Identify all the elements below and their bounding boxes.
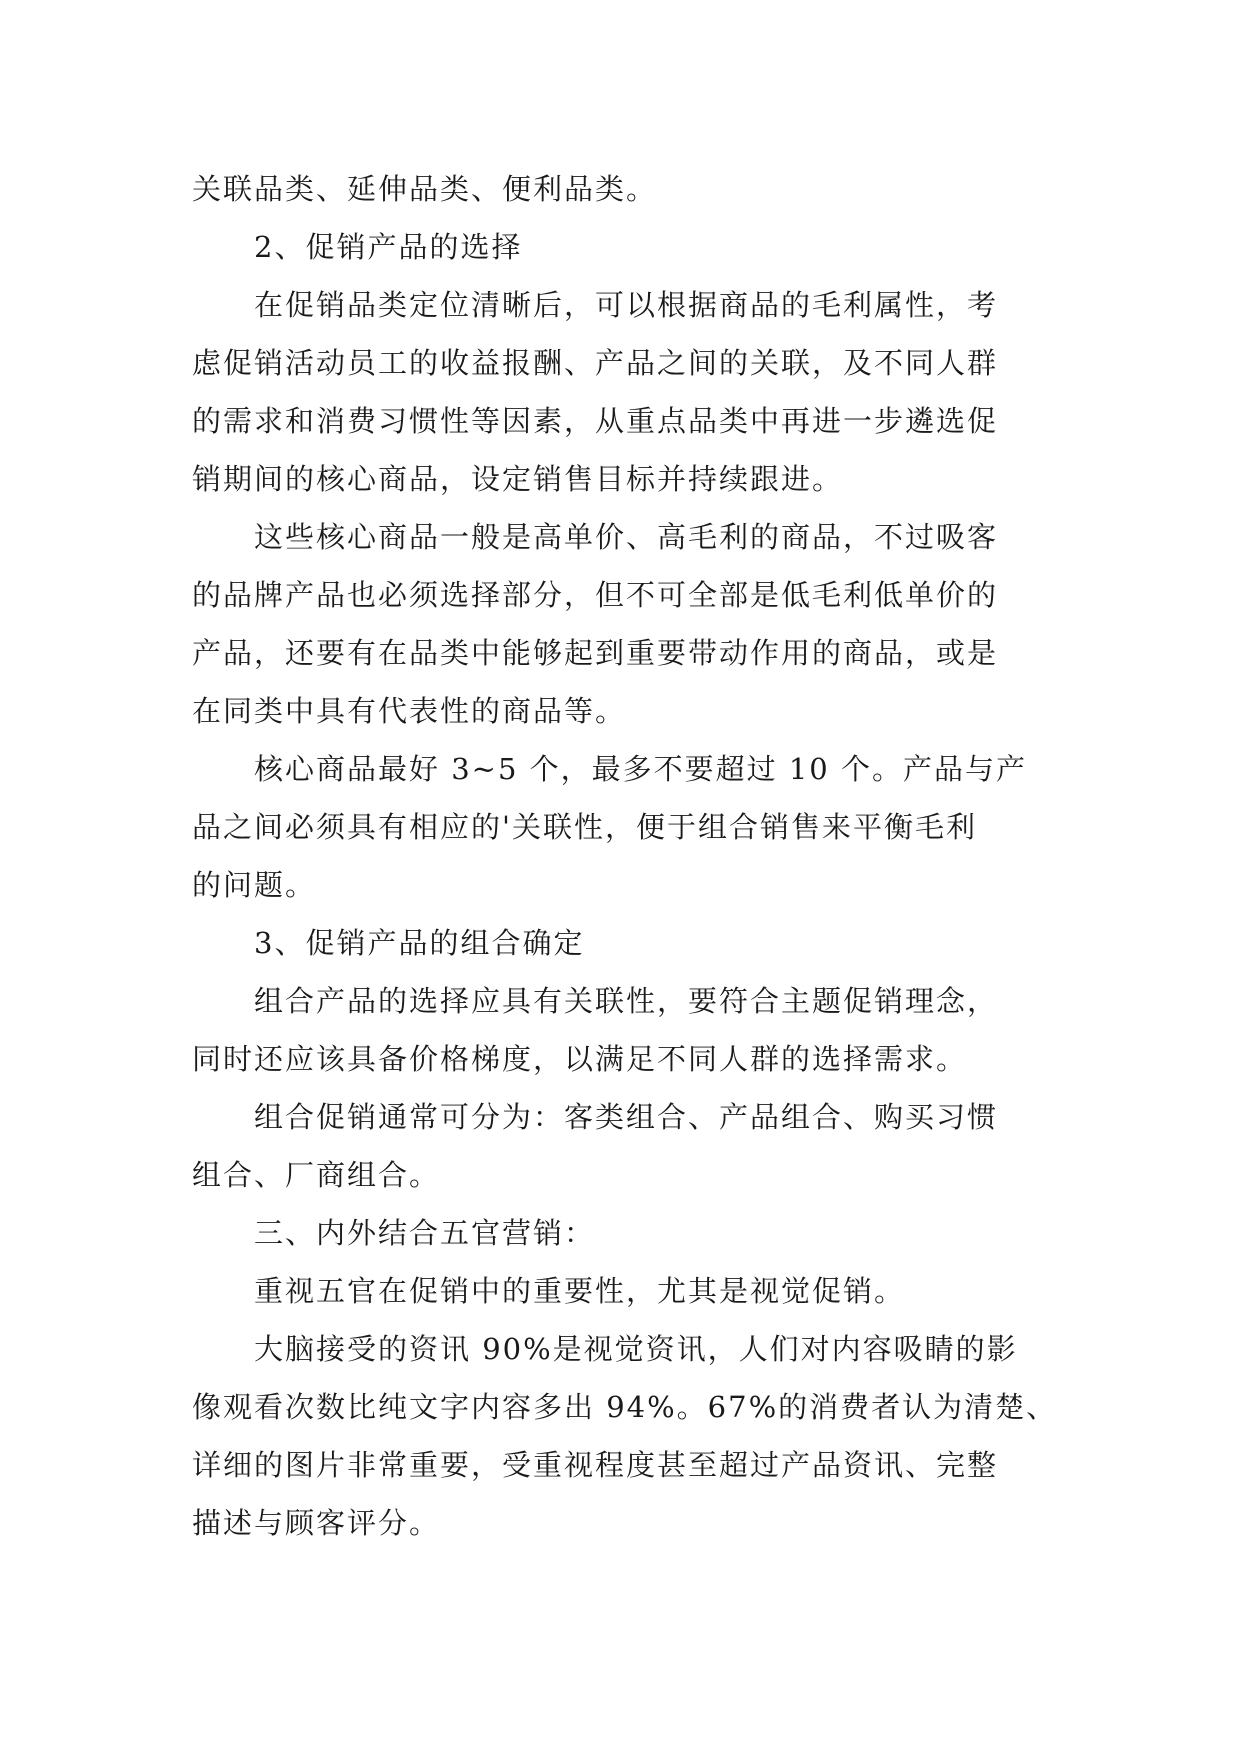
text-line: 组合、厂商组合。 [192,1158,441,1192]
text-line: 的品牌产品也必须选择部分，但不可全部是低毛利低单价的 [192,578,999,612]
text-line: 描述与顾客评分。 [192,1506,441,1540]
text-line: 产品，还要有在品类中能够起到重要带动作用的商品，或是 [192,636,999,670]
text-line: 这些核心商品一般是高单价、高毛利的商品，不过吸客 [254,520,999,554]
text-line: 同时还应该具备价格梯度，以满足不同人群的选择需求。 [192,1042,968,1076]
text-line: 的问题。 [192,868,317,902]
text-line: 销期间的核心商品，设定销售目标并持续跟进。 [192,462,844,496]
text-line: 重视五官在促销中的重要性，尤其是视觉促销。 [254,1274,906,1308]
text-line: 大脑接受的资讯 90%是视觉资讯，人们对内容吸睛的影 [254,1332,1018,1366]
text-line: 在同类中具有代表性的商品等。 [192,694,627,728]
text-line: 品之间必须具有相应的'关联性，便于组合销售来平衡毛利 [192,810,977,844]
text-line: 详细的图片非常重要，受重视程度甚至超过产品资讯、完整 [192,1448,999,1482]
section-heading: 2、促销产品的选择 [254,230,523,264]
text-line: 在促销品类定位清晰后，可以根据商品的毛利属性，考 [254,288,999,322]
document-body [192,160,1072,1552]
text-line: 组合促销通常可分为：客类组合、产品组合、购买习惯 [254,1100,999,1134]
text-line: 关联品类、延伸品类、便利品类。 [192,172,658,206]
text-line: 组合产品的选择应具有关联性，要符合主题促销理念， [254,984,999,1018]
text-line: 的需求和消费习惯性等因素，从重点品类中再进一步遴选促 [192,404,999,438]
section-heading: 三、内外结合五官营销： [254,1216,596,1250]
text-line: 像观看次数比纯文字内容多出 94%。67%的消费者认为清楚、 [192,1390,1058,1424]
text-line: 虑促销活动员工的收益报酬、产品之间的关联，及不同人群 [192,346,999,380]
text-line: 核心商品最好 3~5 个，最多不要超过 10 个。产品与产 [254,752,1027,786]
section-heading: 3、促销产品的组合确定 [254,926,585,960]
